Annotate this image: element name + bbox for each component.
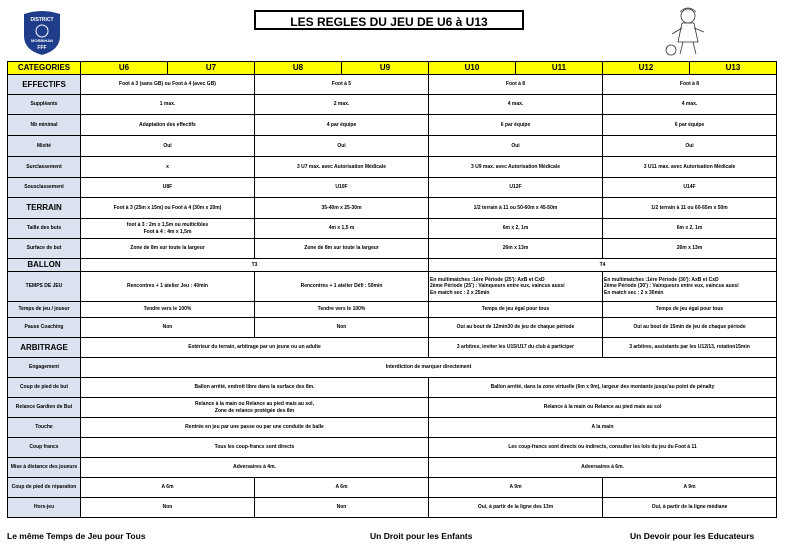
temps-jeu-label: TEMPS DE JEU [8,272,81,302]
temps-jeu-u10-line3: En match sec : 2 x 25min [430,289,490,296]
hors-jeu-u8-u9: Non [255,498,429,518]
coup-reparation-u6-u7: A 6m [81,478,255,498]
engagement-label: Engagement [8,358,81,378]
taille-buts-u8-u9: 4m x 1,5 m [255,219,429,239]
temps-jeu-u10-line2: 2ème Période (25') : Vainqueurs entre eux, vaincus aussi [430,283,565,290]
temps-jeu-u12-u13 [603,272,777,302]
hors-jeu-label: Hors-jeu [8,498,81,518]
sousclassement-u8-u9: U10F [255,178,429,198]
temps-jeu-u10-u11 [429,272,603,302]
temps-jeu-u8-u9: Rencontres + 1 atelier Défi : 50min [255,272,429,302]
hors-jeu-u6-u7: Non [81,498,255,518]
arbitrage-u12-u13: 3 arbitres, assistants par les U12/13, rotation15min [603,338,777,358]
page-title: LES REGLES DU JEU DE U6 à U13 [254,10,524,30]
table-row [8,259,777,272]
footer-left: Le même Temps de Jeu pour Tous [7,531,146,541]
taille-buts-line1: foot à 3 : 2m x 1,5m ou multicibles [126,222,209,229]
suppleants-u10-u11: 4 max. [429,95,603,115]
category-u13: U13 [690,62,777,75]
suppleants-u12-u13: 4 max. [603,95,777,115]
coup-reparation-u12-u13: A 9m [603,478,777,498]
pause-label: Pause Coaching [8,318,81,338]
relance-line1: Relance à la main ou Relance au pied mais au sol, [195,401,314,408]
temps-joueur-u10-u11: Temps de jeu égal pour tous [429,302,603,318]
sousclassement-u12-u13: U14F [603,178,777,198]
terrain-u6-u7: Foot à 3 (25m x 15m) ou Foot à 4 (30m x 20m) [81,198,255,219]
temps-jeu-u12-line2: 2ème Période (30') : Vainqueurs entre eux, vaincus aussi [604,283,739,290]
distance-label: Mise à distance des joueurs [8,458,81,478]
effectifs-u6-u7: Foot à 3 (sans GB) ou Foot à 4 (avec GB) [81,75,255,95]
surclassement-label: Surclassement [8,157,81,178]
surface-u6-u7: Zone de 8m sur toute la largeur [81,239,255,259]
table-row [8,136,777,157]
nb-minimal-u6-u7: Adaptation des effectifs [81,115,255,136]
surclassement-u12-u13: 3 U11 max. avec Autorisation Médicale [603,157,777,178]
temps-joueur-u12-u13: Temps de jeu égal pour tous [603,302,777,318]
surclassement-u10-u11: 3 U9 max. avec Autorisation Médicale [429,157,603,178]
terrain-label: TERRAIN [8,198,81,219]
touche-u6-u9: Rentrée en jeu par une passe ou par une conduite de balle [81,418,429,438]
table-row [8,239,777,259]
pause-u6-u7: Non [81,318,255,338]
relance-u10-u13: Relance à la main ou Relance au pied mais au sol [429,398,777,418]
arbitrage-u10-u11: 3 arbitres, inviter les U15/U17 du club à participer [429,338,603,358]
effectifs-label: EFFECTIFS [8,75,81,95]
pause-u8-u9: Non [255,318,429,338]
effectifs-u12-u13: Foot à 8 [603,75,777,95]
surface-u12-u13: 26m x 13m [603,239,777,259]
hors-jeu-u10-u11: Oui, à partir de la ligne des 13m [429,498,603,518]
effectifs-u8-u9: Foot à 5 [255,75,429,95]
footer-center: Un Droit pour les Enfants [370,531,473,541]
table-row [8,198,777,219]
coup-reparation-u8-u9: A 6m [255,478,429,498]
table-row [8,95,777,115]
temps-joueur-u8-u9: Tendre vers le 100% [255,302,429,318]
temps-jeu-u12-line1: En multimatches :1ère Période (30'): AxB et CxD [604,277,719,284]
mixite-u8-u9: Oui [255,136,429,157]
categories-row [8,62,777,75]
table-row [8,178,777,198]
category-u7: U7 [168,62,255,75]
table-row [8,478,777,498]
surclassement-u6-u7: x [81,157,255,178]
coup-francs-u10-u13: Les coup-francs sont directs ou indirects, consulter les lois du jeu du Foot à 11 [429,438,777,458]
surface-u10-u11: 26m x 13m [429,239,603,259]
taille-buts-line2: Foot à 4 : 4m x 1,5m [143,228,192,235]
taille-buts-u6-u7 [81,219,255,239]
relance-line2: Zone de relance protégée des 8m [214,407,295,414]
table-row [8,115,777,136]
table-row [8,418,777,438]
category-u12: U12 [603,62,690,75]
pause-u12-u13: Oui au bout de 15min de jeu de chaque période [603,318,777,338]
distance-u6-u9: Adversaires à 4m. [81,458,429,478]
table-row [8,378,777,398]
table-row [8,302,777,318]
mixite-label: Mixité [8,136,81,157]
coup-pied-but-u10-u13: Ballon arrêté, dans la zone virtuelle (6m x 9m), largeur des montants jusqu'au point de pénalty [429,378,777,398]
relance-label: Relance Gardien de But [8,398,81,418]
mascot-illustration [662,6,712,58]
distance-u10-u13: Adversaires à 6m. [429,458,777,478]
terrain-u10-u11: 1/2 terrain à 11 ou 50-60m x 45-50m [429,198,603,219]
arbitrage-u6-u9: Extérieur du terrain, arbitrage par un jeune ou un adulte [81,338,429,358]
mixite-u12-u13: Oui [603,136,777,157]
logo-text-top: DISTRICT [30,17,54,23]
coup-pied-but-u6-u9: Ballon arrêté, endroit libre dans la surface des 8m. [81,378,429,398]
table-row [8,219,777,239]
ballon-label: BALLON [8,259,81,272]
suppleants-u8-u9: 2 max. [255,95,429,115]
ballon-u10-u13: T4 [429,259,777,272]
ballon-u6-u9: T3 [81,259,429,272]
touche-u10-u13: A la main [429,418,777,438]
category-u8: U8 [255,62,342,75]
coup-francs-u6-u9: Tous les coup-francs sont directs [81,438,429,458]
categories-label: CATEGORIES [8,62,81,75]
temps-jeu-u12-line3: En match sec : 2 x 30min [604,289,664,296]
nb-minimal-u10-u11: 6 par équipe [429,115,603,136]
surface-label: Surface de but [8,239,81,259]
sousclassement-u6-u7: U8F [81,178,255,198]
taille-buts-label: Taille des buts [8,219,81,239]
hors-jeu-u12-u13: Oui, à partir de la ligne médiane [603,498,777,518]
surclassement-u8-u9: 3 U7 max. avec Autorisation Médicale [255,157,429,178]
mixite-u10-u11: Oui [429,136,603,157]
relance-u6-u9 [81,398,429,418]
category-u6: U6 [81,62,168,75]
district-logo [20,8,64,56]
arbitrage-label: ARBITRAGE [8,338,81,358]
nb-minimal-u8-u9: 4 par équipe [255,115,429,136]
suppleants-label: Suppléants [8,95,81,115]
category-u9: U9 [342,62,429,75]
coup-reparation-label: Coup de pied de réparation [8,478,81,498]
temps-jeu-u6-u7: Rencontres + 1 atelier Jeu : 40min [81,272,255,302]
category-u11: U11 [516,62,603,75]
table-row [8,398,777,418]
rules-table [7,61,777,518]
nb-minimal-u12-u13: 6 par équipe [603,115,777,136]
effectifs-u10-u11: Foot à 8 [429,75,603,95]
suppleants-u6-u7: 1 max. [81,95,255,115]
coup-pied-but-label: Coup de pied de but [8,378,81,398]
coup-francs-label: Coup francs [8,438,81,458]
table-row [8,318,777,338]
temps-jeu-u10-line1: En multimatches :1ère Période (25'): AxB et CxD [430,277,545,284]
table-row [8,358,777,378]
category-u10: U10 [429,62,516,75]
surface-u8-u9: Zone de 8m sur toute la largeur [255,239,429,259]
ball-icon [666,45,676,55]
coup-reparation-u10-u11: A 9m [429,478,603,498]
mixite-u6-u7: Oui [81,136,255,157]
logo-text-bottom: FFF [37,45,47,51]
table-row [8,338,777,358]
nb-minimal-label: Nb minimal [8,115,81,136]
terrain-u8-u9: 35-40m x 25-30m [255,198,429,219]
temps-joueur-label: Temps de jeu / joueur [8,302,81,318]
table-row [8,458,777,478]
sousclassement-label: Sousclassement [8,178,81,198]
terrain-u12-u13: 1/2 terrain à 11 ou 60-65m x 50m [603,198,777,219]
temps-joueur-u6-u7: Tendre vers le 100% [81,302,255,318]
table-row [8,75,777,95]
table-row [8,157,777,178]
table-row [8,438,777,458]
pause-u10-u11: Oui au bout de 12min30 de jeu de chaque période [429,318,603,338]
taille-buts-u10-u11: 6m x 2, 1m [429,219,603,239]
sousclassement-u10-u11: U12F [429,178,603,198]
taille-buts-u12-u13: 6m x 2, 1m [603,219,777,239]
table-row [8,272,777,302]
logo-text-mid: MORBIHAN [31,38,53,43]
touche-label: Touche [8,418,81,438]
footer-right: Un Devoir pour les Educateurs [630,531,755,541]
engagement-all: Interdiction de marquer directement [81,358,777,378]
table-row [8,498,777,518]
